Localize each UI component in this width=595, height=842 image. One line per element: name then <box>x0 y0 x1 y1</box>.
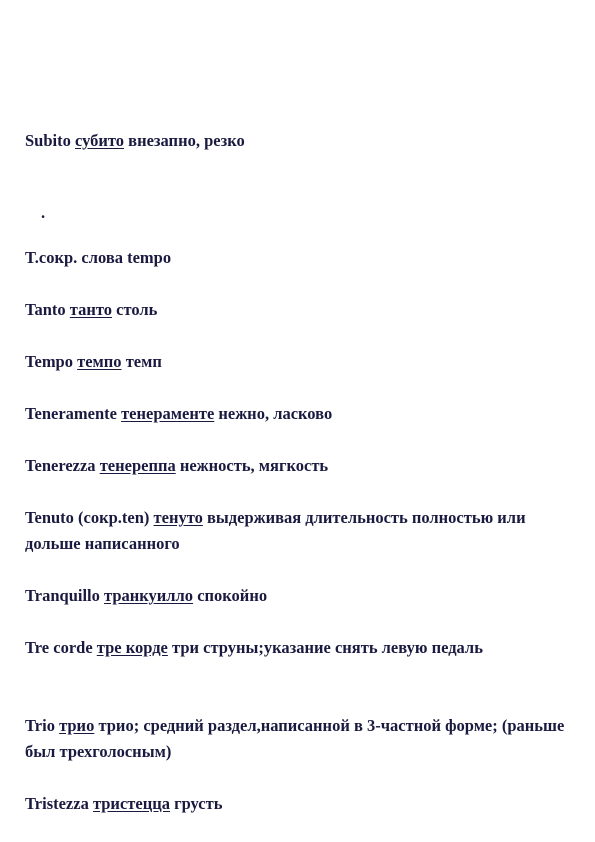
entry-term: Tre corde <box>25 638 93 657</box>
entry-term: Tenerezza <box>25 456 96 475</box>
entry-term: T.сокр. слова tempo <box>25 248 172 267</box>
entry-meaning: трио; средний раздел,написанной в 3-частной форме; (раньше был трехголосным) <box>25 716 565 761</box>
entry-pronunciation: тенереппа <box>99 456 176 475</box>
entry-pronunciation: транкуилло <box>104 586 194 605</box>
entry-pronunciation: темпо <box>77 352 122 371</box>
entry-meaning: нежность, мягкость <box>179 456 329 475</box>
entry-term: Tenuto (сокр.ten) <box>25 508 150 527</box>
entry-tre-corde <box>25 635 570 661</box>
entry-tempo <box>25 349 570 375</box>
entry-meaning: столь <box>116 300 158 319</box>
entry-meaning: выдерживая длительность полностью или дольше написанного <box>25 508 526 553</box>
entry-meaning: спокойно <box>197 586 268 605</box>
entry-meaning: грусть <box>174 794 223 813</box>
entry-tranquillo <box>25 583 570 609</box>
stray-dot: . <box>41 203 46 222</box>
entry-meaning: нежно, ласково <box>218 404 333 423</box>
entry-pronunciation: тенуто <box>153 508 203 527</box>
entry-term: Tristezza <box>25 794 89 813</box>
entry-term: Tanto <box>25 300 66 319</box>
entry-trio <box>25 713 570 765</box>
entry-term: Subito <box>25 131 71 150</box>
entry-meaning: темп <box>125 352 162 371</box>
entry-teneramente <box>25 401 570 427</box>
entry-term: Trio <box>25 716 55 735</box>
entry-tristezza <box>25 791 570 817</box>
entry-meaning: внезапно, резко <box>128 131 245 150</box>
entry-pronunciation: тенераменте <box>121 404 215 423</box>
entry-pronunciation: танто <box>69 300 112 319</box>
entry-tenerezza <box>25 453 570 479</box>
entry-pronunciation: трио <box>59 716 95 735</box>
entry-term: Tempo <box>25 352 73 371</box>
entry-pronunciation: тре корде <box>96 638 168 657</box>
entry-t-abbrev <box>25 245 570 271</box>
entry-meaning: три струны;указание снять левую педаль <box>172 638 483 657</box>
entry-term: Tranquillo <box>25 586 100 605</box>
entry-tanto <box>25 297 570 323</box>
entry-subito <box>25 128 570 154</box>
entry-pronunciation: тристецца <box>92 794 170 813</box>
entry-pronunciation: субито <box>74 131 125 150</box>
entry-tenuto <box>25 505 570 557</box>
entry-term: Teneramente <box>25 404 117 423</box>
